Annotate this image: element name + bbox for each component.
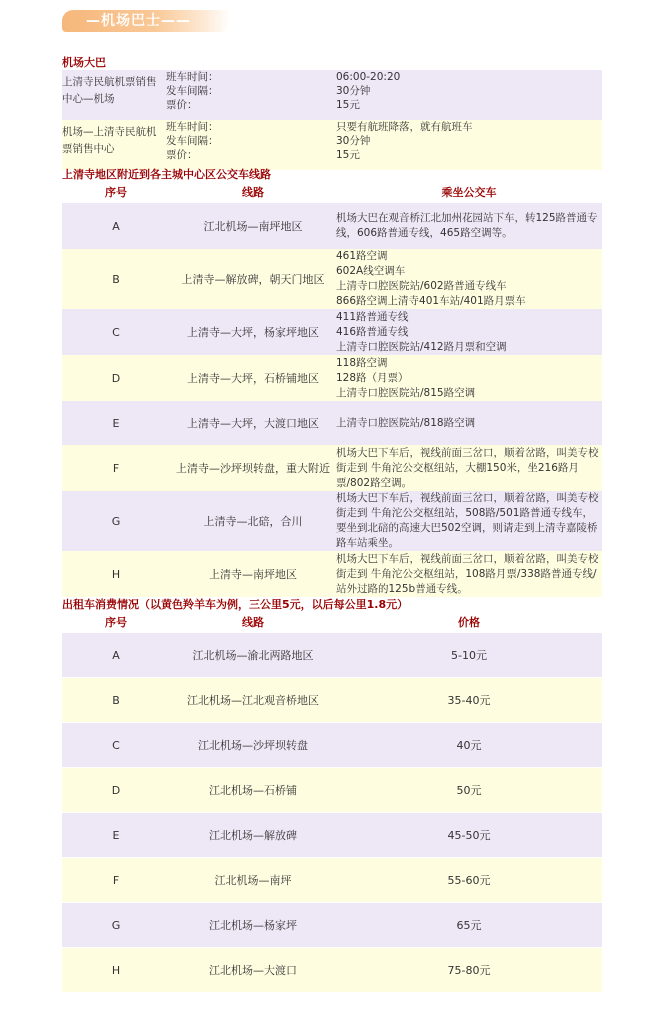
price-cell: 5-10元	[451, 649, 487, 662]
bus-lines-title: 上清寺地区附近到各主城中心区公交车线路	[62, 168, 271, 181]
bus-cell	[336, 203, 602, 249]
route-cell: 上清寺—北碚，合川	[203, 515, 303, 528]
table-row	[62, 633, 602, 677]
row-id: A	[112, 219, 120, 233]
row-id: C	[112, 738, 120, 752]
row-id: E	[112, 828, 120, 842]
route-cell: 江北机场—南坪地区	[203, 220, 303, 233]
bus-line: 机场大巴下车后，视线前面三岔口，顺着岔路，叫美专校街走到 牛角沱公交枢纽站，108路月票/338路普通专线/站外过路的125b普通专线。	[336, 552, 599, 595]
route-name: 上清寺民航机票销售中心—机场	[62, 76, 157, 105]
route-cell: 江北机场—沙坪坝转盘	[198, 739, 308, 752]
fare-label: 票价：	[166, 149, 198, 161]
row-id: C	[112, 325, 120, 339]
col-header-price: 价格	[458, 616, 480, 629]
airport-bus-title: 机场大巴	[62, 56, 106, 69]
bus-line: 上清寺口腔医院站/412路月票和空调	[336, 340, 507, 353]
schedule-label: 班车时间：	[166, 121, 219, 133]
bus-cell	[336, 491, 602, 551]
bus-cell	[336, 249, 602, 309]
route-cell: 江北机场—石桥铺	[209, 784, 297, 797]
table-row	[62, 491, 602, 551]
route-cell: 江北机场—渝北两路地区	[192, 649, 314, 662]
route-cell: 江北机场—杨家坪	[209, 919, 297, 932]
bus-line: 上清寺口腔医院站/818路空调	[336, 416, 476, 429]
table-row	[62, 249, 602, 309]
table-header	[62, 181, 602, 203]
route-cell: 江北机场—南坪	[214, 874, 292, 887]
bus-line: 机场大巴下车后，视线前面三岔口，顺着岔路，叫美专校街走到 牛角沱公交枢纽站，508路/501路普通专线车，要坐到北碚的高速大巴502空调，则请走到上清寺嘉陵桥路车站乘坐。	[336, 492, 599, 549]
fare-value: 15元	[336, 149, 360, 161]
route-cell: 江北机场—大渡口	[209, 964, 297, 977]
bus-cell	[336, 551, 602, 597]
airport-bus-route	[62, 120, 602, 170]
table-row	[62, 203, 602, 249]
interval-label: 发车间隔：	[166, 135, 219, 147]
schedule-label: 班车时间：	[166, 71, 219, 83]
table-row	[62, 768, 602, 812]
col-header-route: 线路	[242, 616, 264, 629]
row-id: F	[112, 461, 120, 475]
fare-value: 15元	[336, 99, 360, 111]
price-cell: 65元	[456, 919, 482, 932]
row-id: D	[111, 783, 121, 797]
route-cell: 江北机场—江北观音桥地区	[187, 694, 319, 707]
route-name: 机场—上清寺民航机票销售中心	[62, 126, 157, 155]
bus-lines-table	[62, 181, 602, 597]
col-header-id: 序号	[105, 186, 127, 199]
interval-value: 30分钟	[336, 85, 371, 97]
row-id: B	[112, 272, 120, 286]
bus-line: 118路空调	[336, 356, 388, 369]
table-row	[62, 858, 602, 902]
route-cell: 上清寺—南坪地区	[209, 568, 297, 581]
fare-label: 票价：	[166, 99, 198, 111]
route-cell: 江北机场—解放碑	[209, 829, 297, 842]
row-id: F	[112, 873, 120, 887]
table-row	[62, 903, 602, 947]
row-id: E	[112, 416, 120, 430]
price-cell: 50元	[456, 784, 482, 797]
price-cell: 75-80元	[447, 964, 491, 977]
row-id: A	[112, 648, 120, 662]
bus-cell	[336, 355, 602, 401]
table-row	[62, 813, 602, 857]
table-header	[62, 611, 602, 633]
table-row	[62, 445, 602, 491]
price-cell: 55-60元	[447, 874, 491, 887]
table-row	[62, 309, 602, 355]
bus-cell	[336, 401, 602, 445]
bus-line: 411路普通专线	[336, 310, 409, 323]
row-id: B	[112, 693, 120, 707]
row-id: H	[111, 963, 121, 977]
taxi-title: 出租车消费情况（以黄色羚羊车为例，三公里5元，以后每公里1.8元）	[62, 598, 409, 611]
price-cell: 45-50元	[447, 829, 491, 842]
row-id: D	[111, 371, 121, 385]
section-banner: —机场巴士——	[62, 10, 230, 32]
bus-line: 上清寺口腔医院站/602路普通专线车	[336, 280, 507, 292]
bus-line: 机场大巴下车后，视线前面三岔口，顺着岔路，叫美专校街走到 牛角沱公交枢纽站，大棚150米，坐216路月票/802路空调。	[336, 446, 599, 489]
bus-line: 上清寺口腔医院站/815路空调	[336, 386, 476, 399]
bus-line: 128路（月票）	[336, 371, 409, 384]
bus-line: 866路空调上清寺401车站/401路月票车	[336, 295, 526, 307]
bus-line: 416路普通专线	[336, 325, 409, 338]
interval-value: 30分钟	[336, 135, 371, 147]
price-cell: 40元	[456, 739, 482, 752]
col-header-bus: 乘坐公交车	[441, 186, 497, 199]
bus-line: 机场大巴在观音桥江北加州花园站下车，转125路普通专线，606路普通专线，465路空调等。	[336, 212, 598, 239]
bus-line: 602A线空调车	[336, 265, 406, 277]
col-header-route: 线路	[242, 186, 264, 199]
bus-cell	[336, 309, 602, 355]
route-cell: 上清寺—沙坪坝转盘，重大附近	[176, 462, 330, 475]
airport-bus-route	[62, 70, 602, 120]
table-row	[62, 355, 602, 401]
table-row	[62, 551, 602, 597]
price-cell: 35-40元	[447, 694, 491, 707]
route-cell: 上清寺—大坪，大渡口地区	[187, 417, 319, 430]
route-cell: 上清寺—大坪，石桥铺地区	[187, 372, 319, 385]
bus-line: 461路空调	[336, 250, 388, 262]
taxi-table	[62, 611, 602, 992]
col-header-id: 序号	[105, 616, 127, 629]
schedule-value: 06:00-20:20	[336, 71, 401, 83]
interval-label: 发车间隔：	[166, 85, 219, 97]
route-cell: 上清寺—大坪，杨家坪地区	[187, 326, 319, 339]
airport-bus-table	[62, 70, 602, 170]
table-row	[62, 948, 602, 992]
table-row	[62, 678, 602, 722]
row-id: G	[111, 918, 121, 932]
route-cell: 上清寺—解放碑，朝天门地区	[181, 273, 325, 286]
row-id: G	[111, 514, 121, 528]
schedule-value: 只要有航班降落，就有航班车	[336, 121, 473, 133]
table-row	[62, 401, 602, 445]
bus-cell	[336, 445, 602, 491]
row-id: H	[111, 567, 121, 581]
table-row	[62, 723, 602, 767]
